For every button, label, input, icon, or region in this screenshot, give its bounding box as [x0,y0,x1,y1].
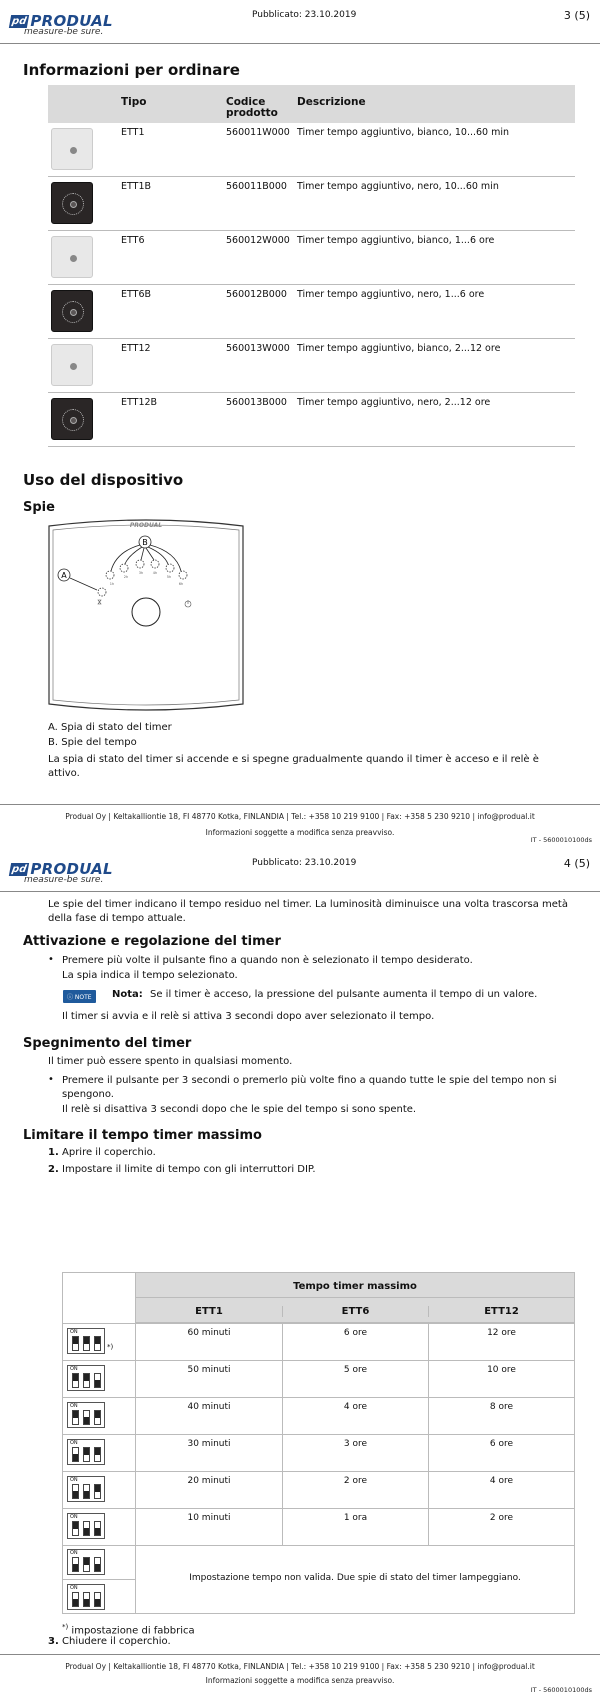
dip-table [62,1272,575,1614]
product-image [51,182,93,224]
activation-start: Il timer si avvia e il relè si attiva 3 secondi dopo aver selezionato il tempo. [62,1011,435,1022]
tick-label: 1h [109,582,115,586]
cell-ett1: 10 minuti [187,1513,231,1523]
product-image [51,236,93,278]
tagline: measure-be sure. [24,875,104,885]
product-type: ETT6 [121,235,145,246]
tick-label: 2h [123,575,129,579]
cell-ett6: 3 ore [282,1434,428,1471]
cell-ett12: 10 ore [428,1360,574,1397]
product-type: ETT1 [121,127,145,138]
cell-ett12: 6 ore [428,1434,574,1471]
tagline: measure-be sure. [24,27,104,37]
product-row [48,393,575,447]
footer-disclaimer: Informazioni soggette a modifica senza preavviso. [205,1676,395,1685]
cell-ett1: 60 minuti [187,1328,231,1338]
page-footer [0,1654,600,1696]
cell-ett1: 20 minuti [187,1476,231,1486]
status-led [98,588,106,596]
cell-ett6: 4 ore [282,1397,428,1434]
time-led [151,560,159,568]
cell-ett1: 50 minuti [187,1365,231,1375]
product-type: ETT6B [121,289,152,300]
product-code: 560012W000 [226,235,290,246]
note-badge: ⓘ NOTE [63,990,96,1003]
tick-label: 6h [178,582,184,586]
page-header [0,848,600,892]
footer-disclaimer: Informazioni soggette a modifica senza preavviso. [205,828,395,837]
product-type: ETT1B [121,181,152,192]
footer-address: Produal Oy | Keltakalliontie 18, FI 48770 Kotka, FINLANDIA | Tel.: +358 10 219 9100 | Fax: +358 5 230 9210 | info@produal.it [65,812,535,821]
produal-logo: pd PRODUAL [10,9,113,30]
factory-note: *) impostazione di fabbrica [62,1623,195,1637]
product-image [51,290,93,332]
off-text: Il timer può essere spento in qualsiasi momento. [48,1056,293,1067]
legend-a: A. Spia di stato del timer [48,722,172,733]
activation-sub: La spia indica il tempo selezionato. [62,970,238,981]
dip-switch-icon: ON [67,1513,105,1539]
dip-switch-icon: ON [67,1476,105,1502]
product-description: Timer tempo aggiuntivo, nero, 10...60 min [297,181,499,192]
page-footer [0,804,600,848]
step-3: Chiudere il coperchio. [62,1636,171,1647]
dip-switch-icon: ON [67,1402,105,1428]
callout-b-label: B [142,538,148,547]
col-type: Tipo [121,96,147,108]
product-row [48,285,575,339]
product-table-header [48,85,575,123]
led-diagram [46,518,246,712]
product-description: Timer tempo aggiuntivo, bianco, 10...60 min [297,127,510,138]
product-row [48,177,575,231]
produal-logo: pd PRODUAL [10,857,113,878]
invalid-text: Impostazione tempo non valida. Due spie di stato del timer lampeggiano. [189,1573,521,1583]
time-led [179,571,187,579]
dip-switch-icon: ON [67,1439,105,1465]
bullet-icon: • [48,1074,54,1085]
product-description: Timer tempo aggiuntivo, bianco, 1...6 ore [297,235,495,246]
col-description: Descrizione [297,96,366,108]
activation-bullet: Premere più volte il pulsante fino a quando non è selezionato il tempo desiderato. [62,955,473,966]
off-bullet: Premere il pulsante per 3 secondi o premerlo più volte fino a quando tutte le spie del tempo non si spengono. [62,1075,557,1100]
tick-label: 5h [166,575,172,579]
diagram-brand: PRODUAL [129,522,163,529]
cell-ett1: 40 minuti [187,1402,231,1412]
usage-title: Uso del dispositivo [23,471,184,489]
footer-address: Produal Oy | Keltakalliontie 18, FI 48770 Kotka, FINLANDIA | Tel.: +358 10 219 9100 | Fax: +358 5 230 9210 | info@produal.it [65,1662,535,1671]
push-button [132,598,160,626]
product-code: 560011W000 [226,127,290,138]
callout-a-label: A [61,571,67,580]
cell-ett6: 5 ore [282,1360,428,1397]
step-number: 2. [48,1164,59,1175]
page-header [0,0,600,44]
col-ett6: ETT6 [282,1306,428,1317]
product-image [51,344,93,386]
product-description: Timer tempo aggiuntivo, nero, 2...12 ore [297,397,491,408]
factory-mark: *) [107,1343,114,1351]
cell-ett12: 4 ore [428,1471,574,1508]
product-type: ETT12 [121,343,151,354]
status-led-text: La spia di stato del timer si accende e si spegne gradualmente quando il timer è acceso e il relè è attivo. [48,754,539,779]
product-type: ETT12B [121,397,158,408]
cell-ett12: 12 ore [428,1323,574,1360]
cell-ett6: 1 ora [282,1508,428,1545]
off-title: Spegnimento del timer [23,1036,192,1051]
dip-switch-icon: ON [67,1549,105,1575]
bullet-icon: • [48,954,54,965]
leds-title: Spie [23,500,55,515]
cell-ett6: 6 ore [282,1323,428,1360]
product-row [48,231,575,285]
step-1: Aprire il coperchio. [62,1147,156,1158]
product-code: 560012B000 [226,289,287,300]
cell-ett12: 2 ore [428,1508,574,1545]
footer-doc-code: IT - 5600010100ds [530,836,592,844]
step-2: Impostare il limite di tempo con gli interruttori DIP. [62,1164,316,1175]
note-text: Se il timer è acceso, la pressione del pulsante aumenta il tempo di un valore. [150,989,538,1000]
page-4 [0,848,600,1696]
product-description: Timer tempo aggiuntivo, bianco, 2...12 ore [297,343,501,354]
cell-ett12: 8 ore [428,1397,574,1434]
product-image [51,398,93,440]
product-code: 560013W000 [226,343,290,354]
product-description: Timer tempo aggiuntivo, nero, 1...6 ore [297,289,485,300]
note-label: Nota: [112,989,143,1000]
off-sub: Il relè si disattiva 3 secondi dopo che le spie del tempo si sono spente. [62,1104,417,1115]
published-date: Pubblicato: 23.10.2019 [252,858,357,868]
footer-doc-code: IT - 5600010100ds [530,1686,592,1694]
time-led [136,560,144,568]
dip-group-header: Tempo timer massimo [293,1281,417,1292]
product-code: 560013B000 [226,397,287,408]
product-row [48,339,575,393]
limit-title: Limitare il tempo timer massimo [23,1128,262,1143]
page-number: 3 (5) [563,9,590,22]
step-number: 1. [48,1147,59,1158]
step-number: 3. [48,1636,59,1647]
tick-label: 3h [138,571,144,575]
dip-switch-icon: ON [67,1365,105,1391]
dip-switch-icon: ON [67,1328,105,1354]
page-number: 4 (5) [563,857,590,870]
dip-switch-icon: ON [67,1584,105,1610]
product-image [51,128,93,170]
legend-b: B. Spie del tempo [48,737,137,748]
time-led [120,564,128,572]
published-date: Pubblicato: 23.10.2019 [252,10,357,20]
col-code: Codice prodotto [226,96,278,119]
tick-label: 4h [152,571,158,575]
product-row [48,123,575,177]
activation-title: Attivazione e regolazione del timer [23,934,281,949]
intro-text: Le spie del timer indicano il tempo residuo nel timer. La luminosità diminuisce una volta trascorsa metà della fase di tempo attuale. [48,899,568,924]
time-led [106,571,114,579]
col-ett12: ETT12 [428,1306,574,1317]
cell-ett1: 30 minuti [187,1439,231,1449]
order-title: Informazioni per ordinare [23,61,240,79]
cell-ett6: 2 ore [282,1471,428,1508]
col-ett1: ETT1 [195,1306,223,1317]
time-led [166,564,174,572]
product-code: 560011B000 [226,181,287,192]
